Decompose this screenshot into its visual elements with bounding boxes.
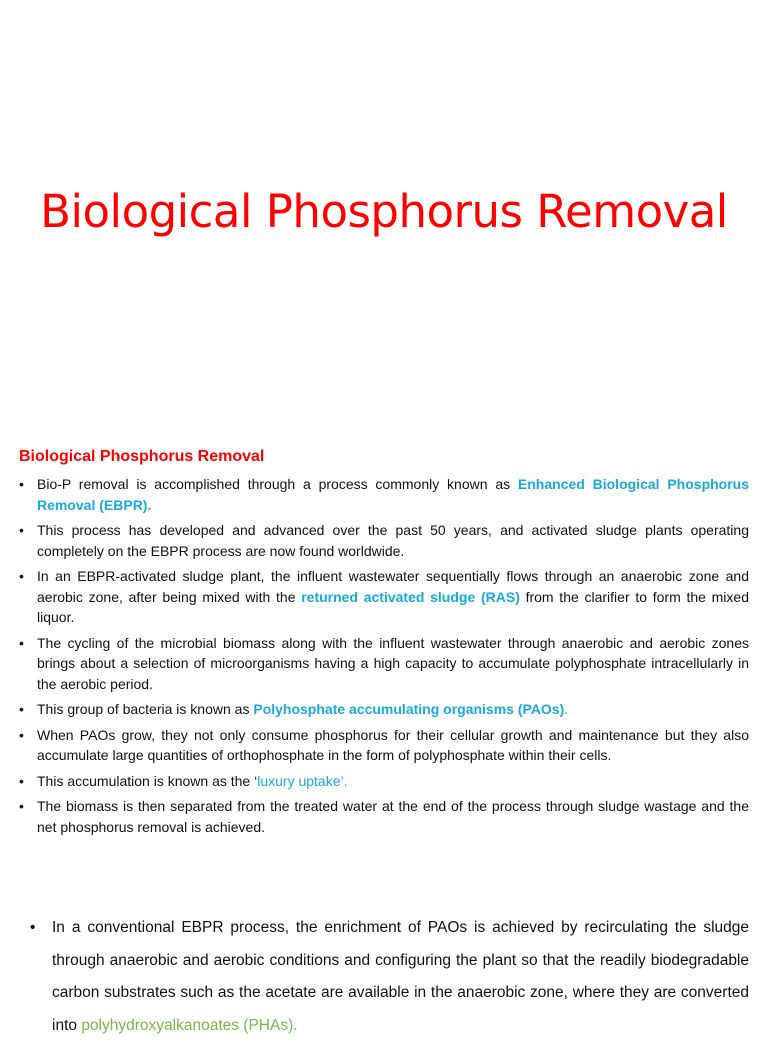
- bullet-item: • This group of bacteria is known as Polyhosphate accumulating organisms (PAOs).: [19, 699, 749, 720]
- content-section: [19, 446, 749, 842]
- bullet-item: • In an EBPR-activated sludge plant, the influent wastewater sequentially flows through an anaerobic zone and aerobic zone, after being mixed with the returned activated sludge (RAS) from the clarifier to form the mixed liquor.: [19, 566, 749, 628]
- bullet-item: • This accumulation is known as the ‘luxury uptake’.: [19, 771, 749, 792]
- highlight-term: luxury uptake’.: [257, 772, 348, 789]
- slide-title: Biological Phosphorus Removal: [40, 185, 728, 238]
- section-heading: Biological Phosphorus Removal: [19, 448, 265, 465]
- lower-section: [52, 912, 749, 1042]
- lower-bullet-list: [52, 912, 749, 1042]
- highlight-term: Enhanced Biological Phosphorus Removal (EBPR): [37, 476, 750, 513]
- bullet-item: • Bio-P removal is accomplished through a process commonly known as Enhanced Biological Phosphorus Removal (EBPR).: [19, 474, 749, 515]
- bullet-item: • The biomass is then separated from the treated water at the end of the process through sludge wastage and the net phosphorus removal is achieved.: [19, 796, 749, 837]
- bullet-list: [19, 474, 749, 837]
- bullet-item: • The cycling of the microbial biomass along with the influent wastewater through anaerobic and aerobic zones brings about a selection of microorganisms having a high capacity to accumulate polyphosphate intracellularly in the aerobic period.: [19, 633, 749, 695]
- highlight-term: returned activated sludge (RAS): [301, 588, 520, 605]
- bullet-item: • When PAOs grow, they not only consume phosphorus for their cellular growth and maintenance but they also accumulate large quantities of orthophosphate in the form of polyphosphate within their cells.: [19, 725, 749, 766]
- highlight-term: Polyhosphate accumulating organisms (PAOs): [253, 701, 565, 717]
- highlight-term: polyhydroxyalkanoates (PHAs): [81, 1016, 294, 1034]
- bullet-item: • This process has developed and advanced over the past 50 years, and activated sludge plants operating completely on the EBPR process are now found worldwide.: [19, 520, 749, 561]
- bullet-item: • In a conventional EBPR process, the enrichment of PAOs is achieved by recirculating the sludge through anaerobic and aerobic conditions and configuring the plant so that the readily biodegradable carbon substrates such as the acetate are available in the anaerobic zone, where they are converted into polyhydroxyalkanoates (PHAs).: [52, 912, 749, 1042]
